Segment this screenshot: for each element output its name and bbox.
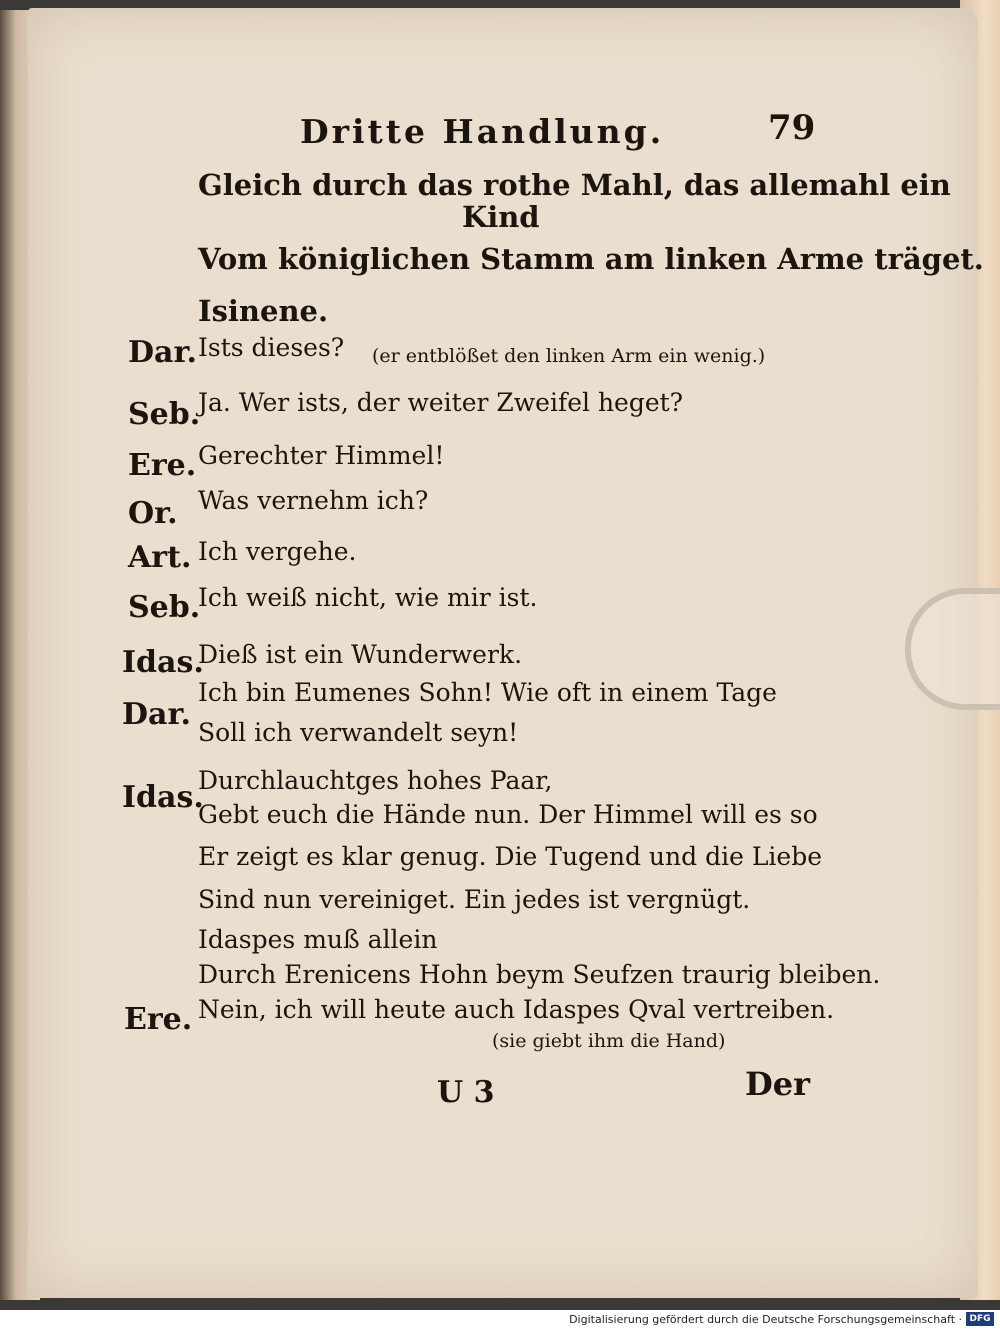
speaker-label: Ere. [124,1002,193,1037]
dialogue-line: Dieß ist ein Wunderwerk. [198,640,523,669]
stage-direction: (sie giebt ihm die Hand) [492,1030,726,1052]
speaker-label: Dar. [122,697,191,732]
speaker-label: Ere. [128,448,197,483]
dialogue-line: Er zeigt es klar genug. Die Tugend und die Liebe [198,842,823,871]
catchword: Der [745,1065,810,1103]
dialogue-line: Was vernehm ich? [198,486,429,515]
dialogue-line: Ich vergehe. [198,537,357,566]
dialogue-line: Nein, ich will heute auch Idaspes Qval vertreiben. [198,995,835,1024]
dialogue-line: Gerechter Himmel! [198,441,445,470]
character-name: Isinene. [198,294,329,328]
speaker-label: Idas. [122,780,204,815]
dialogue-line: Idaspes muß allein [198,925,438,954]
speaker-label: Or. [128,496,178,531]
dialogue-line: Durchlauchtges hohes Paar, [198,766,553,795]
page-number: 79 [768,108,816,148]
dialogue-line: Gebt euch die Hände nun. Der Himmel will es so [198,800,818,829]
dialogue-line: Sind nun vereiniget. Ein jedes ist vergnügt. [198,885,751,914]
dfg-logo-icon: DFG [966,1312,994,1326]
verse-line: Kind [462,200,540,234]
speaker-label: Dar. [128,335,197,370]
verse-line: Vom königlichen Stamm am linken Arme träget. [198,242,984,276]
speaker-label: Seb. [128,397,201,432]
speaker-label: Art. [128,540,192,575]
dialogue-line: Ich bin Eumenes Sohn! Wie oft in einem Tage [198,678,777,707]
dialogue-line: Durch Erenicens Hohn beym Seufzen traurig bleiben. [198,960,881,989]
funding-credit: Digitalisierung gefördert durch die Deutsche Forschungsgemeinschaft · [569,1313,962,1326]
signature-mark: U 3 [437,1075,495,1110]
dialogue-line: Ich weiß nicht, wie mir ist. [198,583,538,612]
dialogue-line: Soll ich verwandelt seyn! [198,718,519,747]
running-header: Dritte Handlung. [300,112,665,151]
stage-direction: (er entblößet den linken Arm ein wenig.) [372,345,766,367]
footer-bar [0,1310,1000,1329]
speaker-label: Idas. [122,645,204,680]
verse-line: Gleich durch das rothe Mahl, das allemahl ein [198,168,951,202]
dialogue-line: Ists dieses? [198,333,345,362]
speaker-label: Seb. [128,590,201,625]
dialogue-line: Ja. Wer ists, der weiter Zweifel heget? [198,388,684,417]
